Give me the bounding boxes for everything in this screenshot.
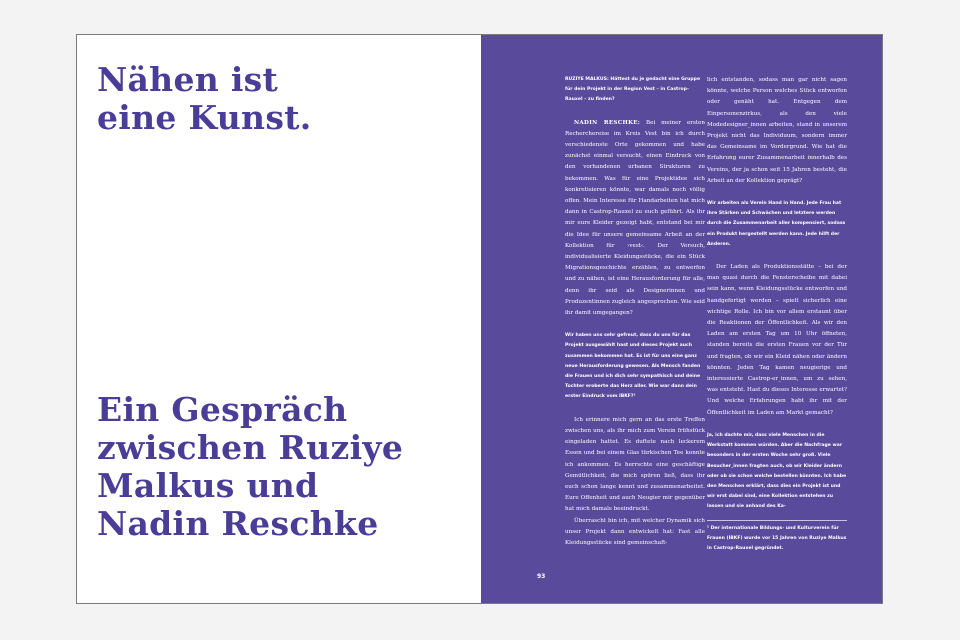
speaker-name: NADIN RESCHKE: bbox=[574, 119, 641, 126]
right-page bbox=[481, 35, 882, 603]
paragraph-laden: Der Laden als Produktionsstätte – bei der man quasi durch die Fensterscheibe mit dabei sein kann, wenn Kleidungsstücke entworfen und handgefertigt werden – spielt sicherlich eine wichtige Rolle. Ich bin vor allem erstaunt über die Reaktionen der Öffentlichkeit. Als wir den Laden am ersten Tag um 10 Uhr öffneten, standen bereits die ersten Frauen vor der Tür und fragten, ob wir ein Kleid nähen oder ändern könnten. Jeden Tag kamen neugierige und interessierte Castrop-er_innen, um zu sehen, was entsteht. Hast du dieses Interesse erwartet? Und welche Erfahrungen habt ihr mit der Öffentlichkeit im Laden am Markt gemacht? bbox=[707, 264, 847, 416]
footnote-block bbox=[707, 520, 847, 555]
question-2: Wir haben uns sehr gefreut, dass du uns für das Projekt ausgewählt hast und dieses Projekt auch zusammen bekommen hat. Es ist für uns eine ganz neue Herausforderung gewesen. Als Mensch fanden die Frauen und ich dich sehr sympathisch und deine Tochter eroberte das Herz aller. Wie war dann dein erster Eindruck vom IBKF?¹ bbox=[565, 333, 701, 400]
footnote: ¹ Der internationale Bildungs- und Kulturverein für Frauen (IBKF) wurde vor 15 Jahren von Ruziye Malkus in Castrop-Rauxel gegründet. bbox=[707, 526, 847, 552]
footnote-rule bbox=[707, 520, 847, 521]
book-spread bbox=[76, 34, 883, 604]
title-top: Nähen ist eine Kunst. bbox=[97, 60, 312, 137]
text-column-1 bbox=[565, 75, 705, 549]
question-3: Wir arbeiten als Verein Hand in Hand. Jede Frau hat ihre Stärken und Schwächen und letztere werden durch die Zusammenarbeit aller kompensiert, sodass ein Produkt hergestellt werden kann. Jede hilft der Anderen. bbox=[707, 201, 846, 247]
page-number: 93 bbox=[537, 573, 546, 580]
answer-3: Überrascht bin ich, mit welcher Dynamik sich unser Projekt dann entwickelt hat: Fast alle Kleidungsstücke sind gemeinschaft- bbox=[565, 517, 705, 546]
answer-1 bbox=[565, 118, 705, 320]
left-page bbox=[77, 35, 481, 603]
paragraph-continued: lich entstanden, sodass man gar nicht sagen könnte, welche Person welches Stück entworfen oder genäht hat. Entgegen dem Einpersonenzirkus, als den viele Modedesigner_innen arbeiten, stand in unserem Projekt nicht das Individuum, sondern immer das Gemeinsame im Vordergrund. Wie hat die Erfahrung eurer Zusammenarbeit innerhalb des Vereins, der ja schon seit 15 Jahren besteht, die Arbeit an der Kollektion geprägt? bbox=[707, 77, 847, 184]
title-bottom: Ein Gespräch zwischen Ruziye Malkus und Nadin Reschke bbox=[97, 390, 404, 543]
answer-1-text: Bei meiner ersten Recherchereise im Kreis Vest bin ich durch verschiedenste Orte gekommen und habe zunächst einmal versucht, einen Eindruck von den vorhandenen urbanen Strukturen zu bekommen. Was für eine Projektidee sich konkretisieren könnte, war damals noch völlig offen. Mein Interesse für Handarbeiten hat mich dann in Castrop-Rauxel zu euch geführt. Als ihr mir eure Kleider gezeigt habt, entstand bei mir die Idee für unsere gemeinsame Arbeit an der Kollektion für ›vest‹. Der Versuch, individualisierte Kleidungsstücke, die ein Stück Migrationsgeschichte erzählen, zu entwerfen und zu nähen, ist eine Herausforderung für alle, denn ihr seid als Designerinnen und Produzentinnen zugleich angesprochen. Wie seid ihr damit umgegangen? bbox=[565, 119, 705, 317]
question-4: Ja, ich dachte mir, dass viele Menschen in die Werkstatt kommen würden. Aber die Nachfrage war besonders in der ersten Woche sehr groß. Viele Besucher_innen fragten auch, ob wir Kleider ändern oder ob sie schon welche bestellen könnten. Ich habe den Menschen erklärt, dass dies ein Projekt ist und wir erst dabei sind, eine Kollektion entstehen zu lassen und sie anhand des Ka- bbox=[707, 432, 847, 510]
question-1: RUZIYE MALKUS: Hättest du je gedacht eine Gruppe für dein Projekt in der Region Vest – in Castrop-Rauxel – zu finden? bbox=[565, 77, 701, 103]
text-column-2 bbox=[707, 75, 847, 525]
answer-2: Ich erinnere mich gern an das erste Treffen zwischen uns, als ihr mich zum Verein frühstück eingeladen hattet. Es duftete nach leckerem Essen und bei einem Glas türkischen Tee konnte ich ankommen. Es herrschte eine geschäftige Gemütlichkeit, die mich spüren ließ, dass ihr euch schon lange kennt und zusammenarbeitet. Eure Offenheit und auch Neugier mir gegenüber hat mich damals beeindruckt. bbox=[565, 416, 705, 513]
